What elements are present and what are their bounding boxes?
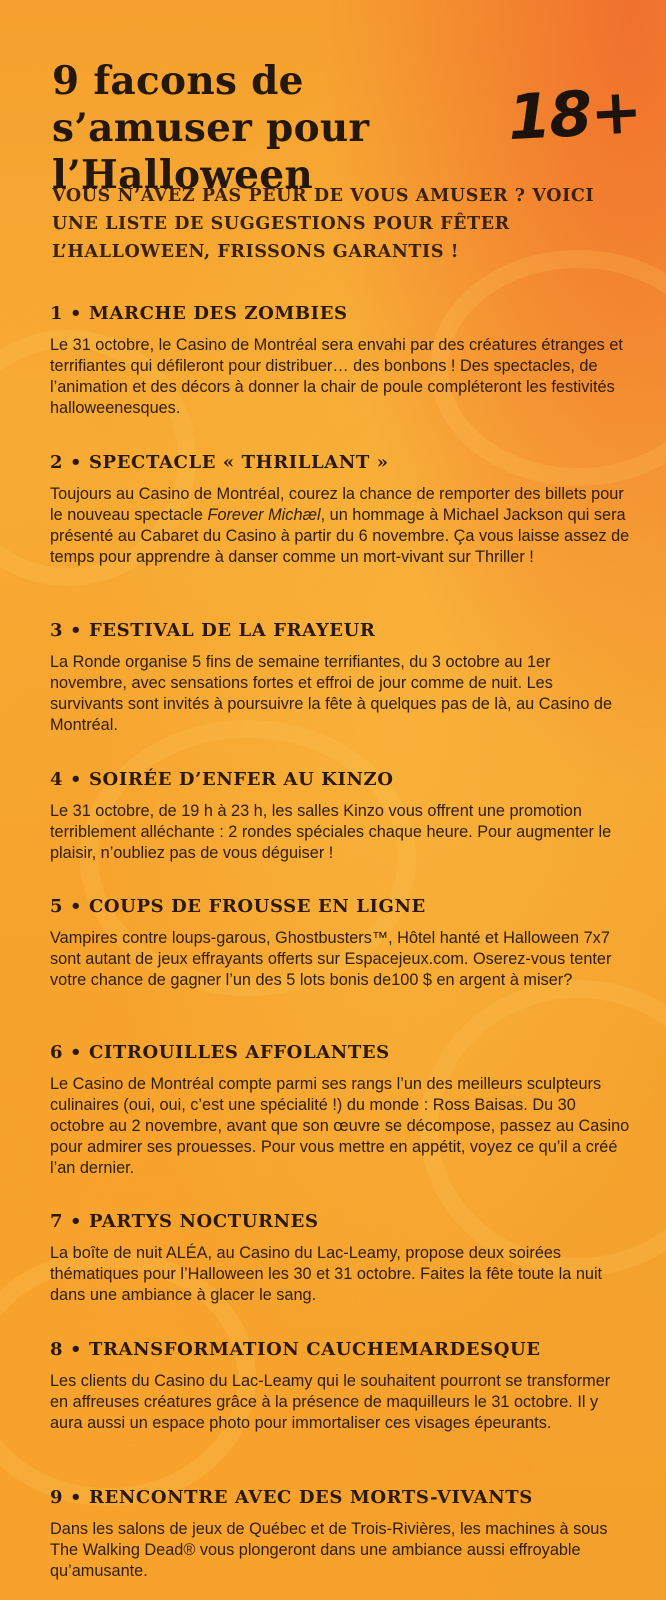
- page-title: 9 facons de s’amuser pour l’Halloween: [52, 58, 370, 198]
- suggestion-heading: 9 • RENCONTRE AVEC DES MORTS-VIVANTS: [50, 1487, 533, 1508]
- suggestion-item: [50, 1486, 630, 1582]
- suggestion-item: [50, 1210, 630, 1306]
- suggestion-body-text: Toujours au Casino de Montréal, courez la chance de remporter des billets pour le nouveau spectacle: [50, 485, 624, 524]
- suggestion-heading: 6 • CITROUILLES AFFOLANTES: [50, 1042, 390, 1063]
- suggestion-body: [50, 484, 630, 568]
- suggestion-heading: 2 • SPECTACLE « THRILLANT »: [50, 452, 389, 473]
- suggestion-body-text: , un hommage à Michael Jackson qui sera présenté au Cabaret du Casino à partir du 6 novembre. Ça vous laisse assez de temps pour apprendre à danser comme un mort-vivant sur Thriller !: [50, 506, 630, 566]
- suggestion-item: [50, 1338, 630, 1434]
- suggestion-body: Les clients du Casino du Lac-Leamy qui le souhaitent pourront se transformer en affreuses créatures grâce à la présence de maquilleurs le 31 octobre. Il y aura aussi un espace photo pour immortaliser ces visages épeurants.: [50, 1372, 611, 1432]
- suggestion-body: La boîte de nuit ALÉA, au Casino du Lac-Leamy, propose deux soirées thématiques pour l’Halloween les 30 et 31 octobre. Faites la fête toute la nuit dans une ambiance à glacer le sang.: [50, 1244, 603, 1304]
- suggestion-body: Vampires contre loups-garous, Ghostbusters™, Hôtel hanté et Halloween 7x7 sont autant de jeux effrayants offerts sur Espacejeux.com. Oserez-vous tenter votre chance de gagner l’un des 5 lots bonis de100 $ en argent à miser?: [50, 929, 612, 989]
- suggestion-body: Le 31 octobre, de 19 h à 23 h, les salles Kinzo vous offrent une promotion terriblement alléchante : 2 rondes spéciales chaque heure. Pour augmenter le plaisir, n’oubliez pas de vous déguiser !: [50, 802, 612, 862]
- suggestion-item: [50, 768, 630, 864]
- suggestion-heading: 8 • TRANSFORMATION CAUCHEMARDESQUE: [50, 1339, 541, 1360]
- suggestion-body: Le 31 octobre, le Casino de Montréal sera envahi par des créatures étranges et terrifiantes qui défileront pour distribuer… des bonbons ! Des spectacles, de l’animation et des décors à donner la chair de poule compléteront les festivités halloweenesques.: [50, 336, 623, 417]
- show-title: Forever Michæl: [207, 506, 321, 524]
- suggestion-heading: 5 • COUPS DE FROUSSE EN LIGNE: [50, 896, 426, 917]
- suggestion-heading: 4 • SOIRÉE D’ENFER AU KINZO: [50, 769, 394, 790]
- age-restriction-badge: 18+: [506, 74, 643, 155]
- suggestion-body: Le Casino de Montréal compte parmi ses rangs l’un des meilleurs sculpteurs culinaires (oui, oui, c’est une spécialité !) du monde : Ross Baisas. Du 30 octobre au 2 novembre, avant que son œuvre se décompose, passez au Casino pour admirer ses prouesses. Pour vous mettre en appétit, voyez ce qu’il a créé l’an dernier.: [50, 1075, 630, 1177]
- suggestion-heading: 7 • PARTYS NOCTURNES: [50, 1211, 319, 1232]
- suggestion-item: [50, 895, 630, 991]
- suggestion-item: [50, 451, 630, 568]
- intro-text: VOUS N’AVEZ PAS PEUR DE VOUS AMUSER ? VOICI UNE LISTE DE SUGGESTIONS POUR FÊTER L’HALLOWEEN, FRISSONS GARANTIS !: [52, 186, 595, 262]
- suggestion-body: Dans les salons de jeux de Québec et de Trois-Rivières, les machines à sous The Walking Dead® vous plongeront dans une ambiance aussi effroyable qu’amusante.: [50, 1520, 608, 1580]
- suggestion-item: [50, 1041, 630, 1179]
- suggestion-item: [50, 302, 630, 419]
- suggestion-item: [50, 619, 630, 736]
- suggestion-heading: 3 • FESTIVAL DE LA FRAYEUR: [50, 620, 376, 641]
- suggestion-body: La Ronde organise 5 fins de semaine terrifiantes, du 3 octobre au 1er novembre, avec sensations fortes et effroi de jour comme de nuit. Les survivants sont invités à poursuivre la fête à quelques pas de là, au Casino de Montréal.: [50, 653, 613, 734]
- suggestion-heading: 1 • MARCHE DES ZOMBIES: [50, 303, 348, 324]
